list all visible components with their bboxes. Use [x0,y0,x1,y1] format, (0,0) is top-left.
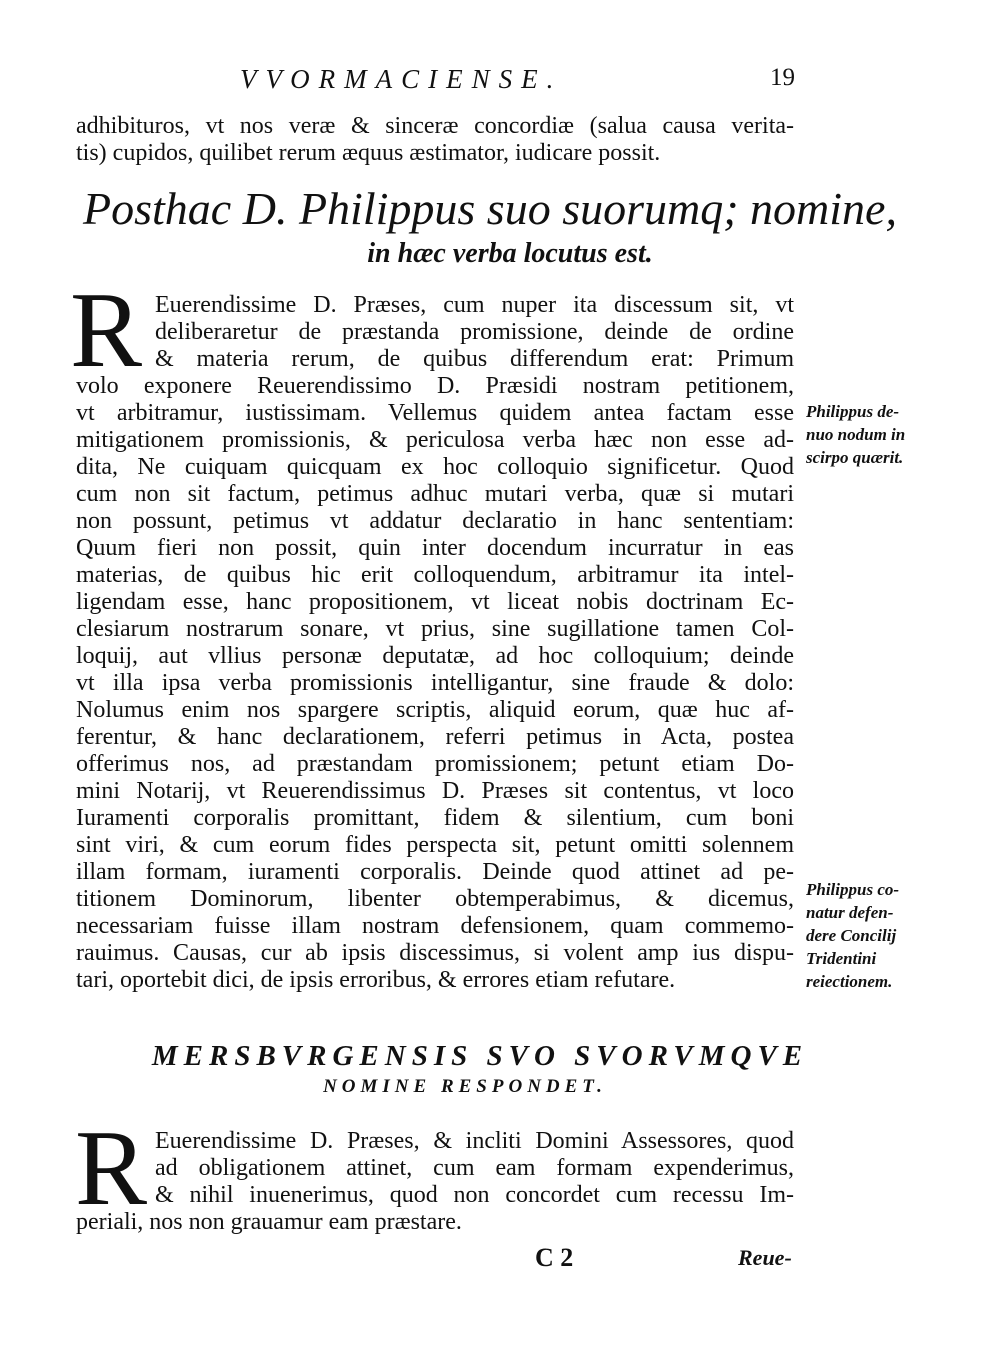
intro-line: adhibituros, vt nos veræ & sinceræ concordiæ (salua causa verita- [76,113,794,139]
speech-line: & materia rerum, de quibus differendum erat: Primum [155,346,794,372]
speech-line: materias, de quibus hic erit colloquendum, arbitramur ita intel- [76,562,794,588]
margin-note-line: Philippus co- [806,880,900,899]
speech-line: non possunt, petimus vt addatur declaratio in hanc sententiam: [76,508,794,534]
section-subheading-2: NOMINE RESPONDET. [323,1076,607,1097]
margin-note-line: reiectionem. [806,972,893,991]
speech-line: offerimus nos, ad præstandam promissionem; petunt etiam Do- [76,751,794,777]
section-heading-1: Posthac D. Philippus suo suorumq; nomine, [83,183,897,234]
drop-cap: R [70,271,143,390]
speech-line: ligendam esse, hanc propositionem, vt liceat nobis doctrinam Ec- [76,589,794,615]
speech-line: mitigationem promissionis, & periculosa verba hæc non esse ad- [76,427,794,453]
speech-line: rauimus. Causas, cur ab ipsis discessimus, si volent amp ius dispu- [76,940,794,966]
speech-line: mini Notarij, vt Reuerendissimus D. Præses sit contentus, vt loco [76,778,794,804]
speech-line: illam formam, iuramenti corporalis. Deinde quod attinet ad pe- [76,859,794,885]
speech-line: tari, oportebit dici, de ipsis erroribus, & errores etiam refutare. [76,967,676,993]
speech-line: sint viri, & cum eorum fides perspecta sit, petunt omitti solennem [76,832,794,858]
speech-line: Euerendissime D. Præses, & incliti Domini Assessores, quod [155,1128,794,1154]
speech-line: volo exponere Reuerendissimo D. Præsidi nostram petitionem, [76,373,794,399]
page-number: 19 [770,64,795,91]
speech-line: titionem Dominorum, libenter obtemperabimus, & dicemus, [76,886,794,912]
speech-line: ad obligationem attinet, cum eam formam expenderimus, [155,1155,794,1181]
margin-note-line: Tridentini [806,949,877,968]
speech-line: ferentur, & hanc declarationem, referri petimus in Acta, postea [76,724,794,750]
speech-line: vt arbitramur, iustissimam. Vellemus quidem antea factam esse [76,400,794,426]
section-subheading-1: in hæc verba locutus est. [367,238,653,269]
speech-line: deliberaretur de præstanda promissione, deinde de ordine [155,319,794,345]
margin-note [806,878,996,993]
speech-line: vt illa ipsa verba promissionis intelligantur, sine fraude & dolo: [76,670,794,696]
catchword: Reue- [738,1245,792,1270]
speech-line: cum non sit factum, petimus adhuc mutari verba, quæ si mutari [76,481,794,507]
signature-mark: C 2 [535,1243,574,1272]
margin-note-line: natur defen- [806,903,894,922]
speech-line: Quum fieri non possit, quin inter docendum incurratur in eas [76,535,794,561]
section-heading-2: MERSBVRGENSIS SVO SVORVMQVE [151,1040,809,1072]
drop-cap: R [75,1109,148,1228]
speech-line: Iuramenti corporalis promittant, fidem & silentium, cum boni [76,805,794,831]
margin-note-line: nuo nodum in [806,425,906,444]
speech-line: Euerendissime D. Præses, cum nuper ita discessum sit, vt [155,292,794,318]
intro-line: tis) cupidos, quilibet rerum æquus æstimator, iudicare possit. [76,140,661,166]
speech-line: loquij, aut vllius personæ deputatæ, ad hoc colloquium; deinde [76,643,794,669]
speech-line: dita, Ne cuiquam quicquam ex hoc colloquio significetur. Quod [76,454,794,480]
speech-line: & nihil inuenerimus, quod non concordet cum recessu Im- [155,1182,794,1208]
margin-note-line: Philippus de- [806,402,900,421]
speech-line: Nolumus enim nos spargere scriptis, aliquid eorum, quæ huc af- [76,697,794,723]
running-title: VVORMACIENSE. [240,64,563,94]
margin-note-line: scirpo quærit. [806,448,904,467]
margin-note [806,400,996,469]
speech-line: periali, nos non grauamur eam præstare. [76,1209,462,1235]
speech-line: necessariam fuisse illam nostram defensionem, quam commemo- [76,913,794,939]
margin-note-line: dere Concilij [806,926,897,945]
speech-line: clesiarum nostrarum sonare, vt prius, sine sugillatione tamen Col- [76,616,794,642]
